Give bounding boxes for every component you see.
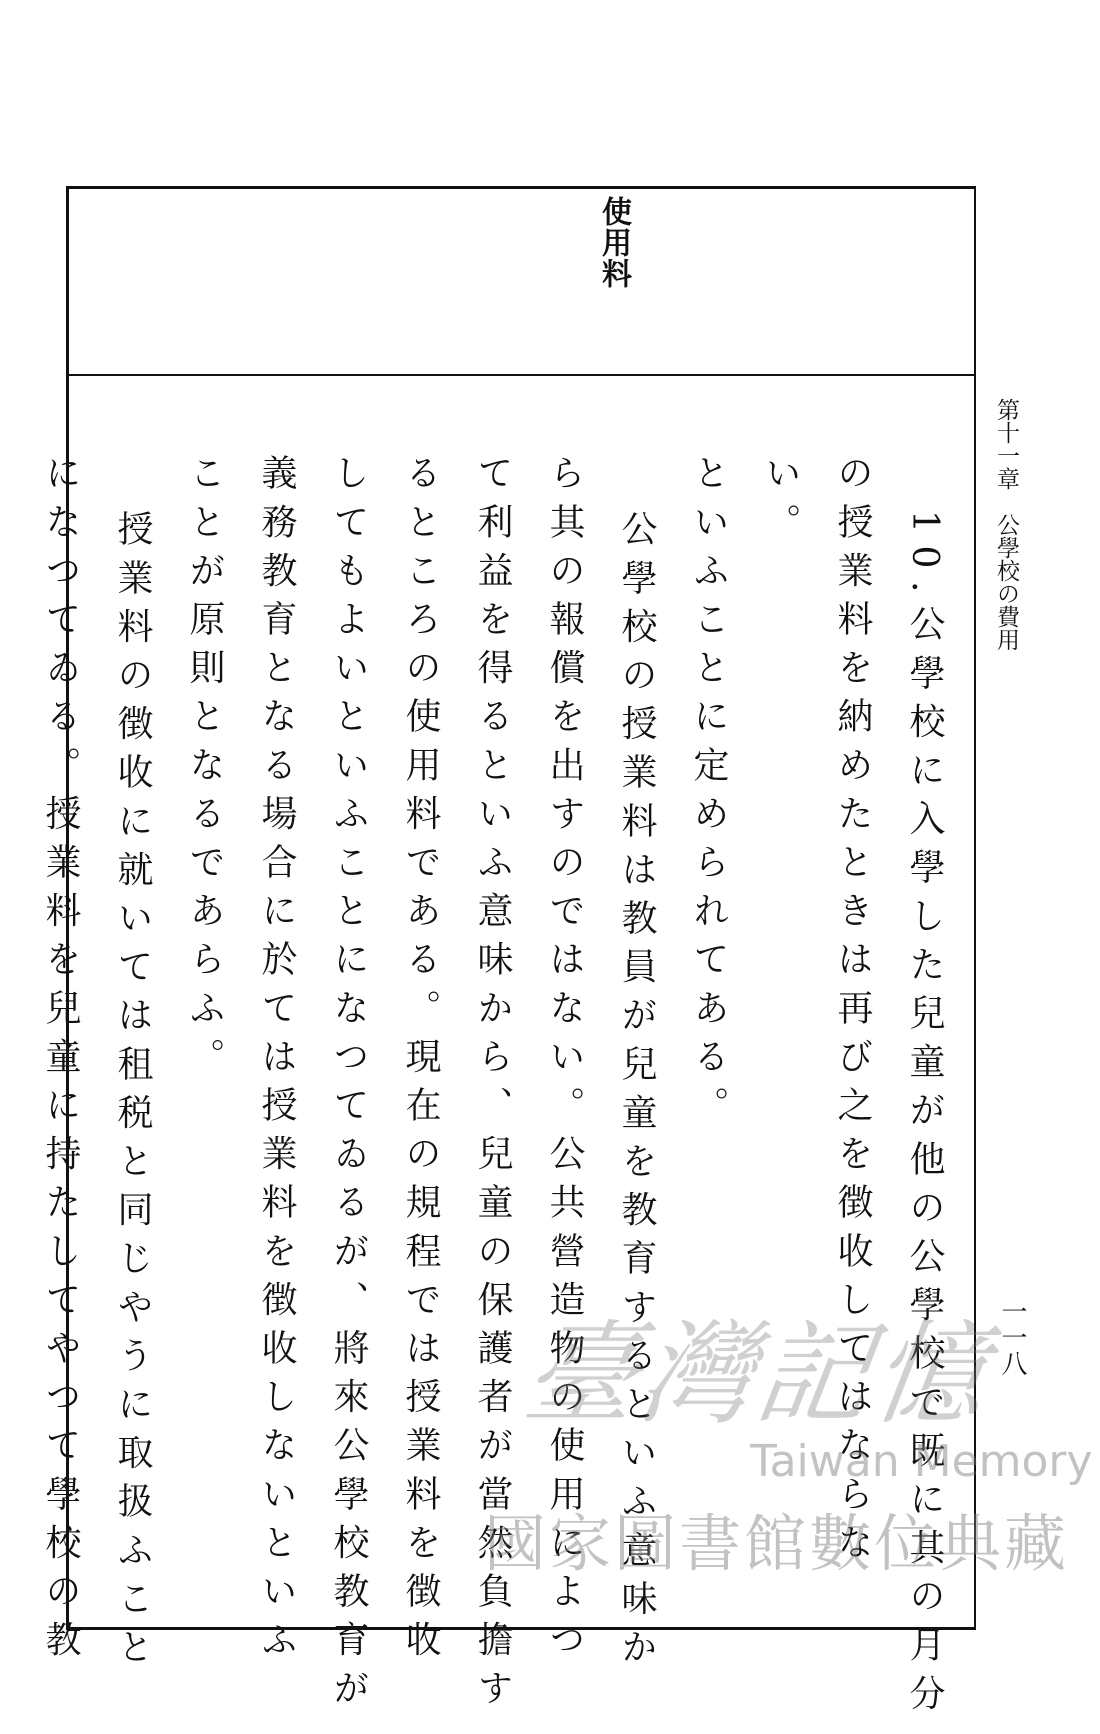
body-line: といふことに定められてある。 (688, 454, 729, 1135)
body-line: い。 (760, 454, 801, 552)
body-line: 義務教育となる場合に於ては授業料を徴收しないといふ (256, 454, 297, 1669)
body-line: て利益を得るといふ意味から、兒童の保護者が當然負擔す (472, 454, 513, 1718)
watermark-english: Taiwan Memory (750, 1436, 1093, 1487)
body-line: ら其の報償を出すのではない。公共營造物の使用によつ (544, 454, 585, 1669)
body-line: 公學校の授業料は教員が兒童を教育するといふ意味か (616, 510, 657, 1677)
page-number: 一一八 (997, 1298, 1027, 1376)
section-heading: 使用料 (596, 196, 631, 289)
body-line: ことが原則となるであらふ。 (184, 454, 225, 1086)
body-line: してもよいといふことになつてゐるが、將來公學校教育が (328, 454, 369, 1718)
body-line: るところの使用料である。現在の規程では授業料を徴收 (400, 454, 441, 1669)
body-line: になつてゐる。授業料を兒童に持たしてやつて學校の教 (40, 454, 81, 1669)
running-head: 第十一章 公學校の費用 (993, 398, 1019, 651)
body-line: 授業料の徴收に就いては租税と同じやうに取扱ふこと (112, 510, 153, 1677)
body-line: 10.公學校に入學した兒童が他の公學校で既に其の月分 (904, 510, 945, 1723)
watermark-chinese: 國家圖書館數位典藏 (484, 1507, 1070, 1580)
watermark-seal: 臺灣記憶 (515, 1310, 999, 1440)
header-rule (66, 374, 976, 376)
paragraph-number: 10. (904, 510, 945, 606)
body-line: の授業料を納めたときは再び之を徴收してはならな (832, 454, 873, 1572)
